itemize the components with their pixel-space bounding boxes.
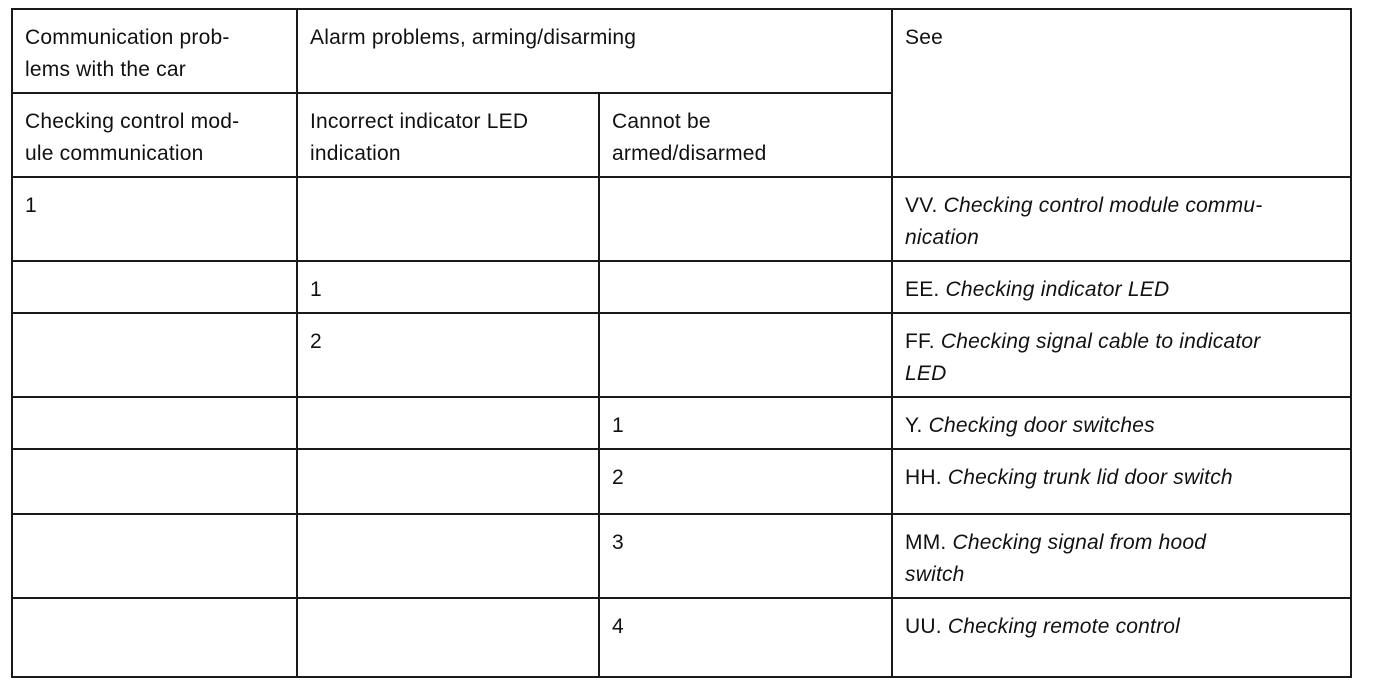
cell-led — [297, 177, 599, 261]
table-row — [12, 598, 1351, 677]
cell-communication — [12, 397, 297, 449]
see-reference: Checking control module commu- nication — [905, 194, 1263, 249]
see-reference: Checking door switches — [928, 414, 1155, 437]
header-cannot-arm: Cannot be armed/disarmed — [599, 93, 892, 177]
cell-see — [892, 449, 1351, 514]
header-see: See — [892, 9, 1351, 177]
see-code: FF. — [905, 330, 935, 353]
cell-see — [892, 514, 1351, 598]
cell-communication — [12, 598, 297, 677]
table-row — [12, 313, 1351, 397]
table-row — [12, 261, 1351, 313]
see-code: UU. — [905, 615, 942, 638]
cell-led — [297, 449, 599, 514]
cell-communication — [12, 313, 297, 397]
see-reference: Checking signal from hood switch — [905, 531, 1207, 586]
cell-led: 1 — [297, 261, 599, 313]
cell-arm: 2 — [599, 449, 892, 514]
header-communication-problems: Communication prob- lems with the car — [12, 9, 297, 93]
header-checking-control-module: Checking control mod- ule communication — [12, 93, 297, 177]
header-incorrect-led: Incorrect indicator LED indication — [297, 93, 599, 177]
see-code: MM. — [905, 531, 947, 554]
table-row — [12, 177, 1351, 261]
cell-communication — [12, 514, 297, 598]
cell-arm: 1 — [599, 397, 892, 449]
cell-communication — [12, 449, 297, 514]
cell-led — [297, 514, 599, 598]
cell-led: 2 — [297, 313, 599, 397]
cell-arm — [599, 261, 892, 313]
see-reference: Checking remote control — [947, 615, 1181, 638]
table-row — [12, 514, 1351, 598]
cell-see — [892, 177, 1351, 261]
cell-communication — [12, 261, 297, 313]
see-reference: Checking trunk lid door switch — [947, 466, 1233, 489]
cell-arm: 3 — [599, 514, 892, 598]
cell-arm — [599, 177, 892, 261]
cell-led — [297, 598, 599, 677]
header-alarm-problems: Alarm problems, arming/disarming — [297, 9, 892, 93]
table-row — [12, 449, 1351, 514]
cell-see — [892, 397, 1351, 449]
see-reference: Checking indicator LED — [945, 278, 1170, 301]
cell-see — [892, 261, 1351, 313]
table-row — [12, 397, 1351, 449]
see-code: HH. — [905, 466, 942, 489]
cell-arm: 4 — [599, 598, 892, 677]
diagnostic-table — [11, 8, 1352, 678]
cell-communication: 1 — [12, 177, 297, 261]
cell-led — [297, 397, 599, 449]
cell-see — [892, 313, 1351, 397]
header-row-1 — [12, 9, 1351, 93]
see-code: VV. — [905, 194, 938, 217]
see-reference: Checking signal cable to indicator LED — [905, 330, 1261, 385]
see-code: EE. — [905, 278, 940, 301]
cell-arm — [599, 313, 892, 397]
see-code: Y. — [905, 414, 923, 437]
cell-see — [892, 598, 1351, 677]
